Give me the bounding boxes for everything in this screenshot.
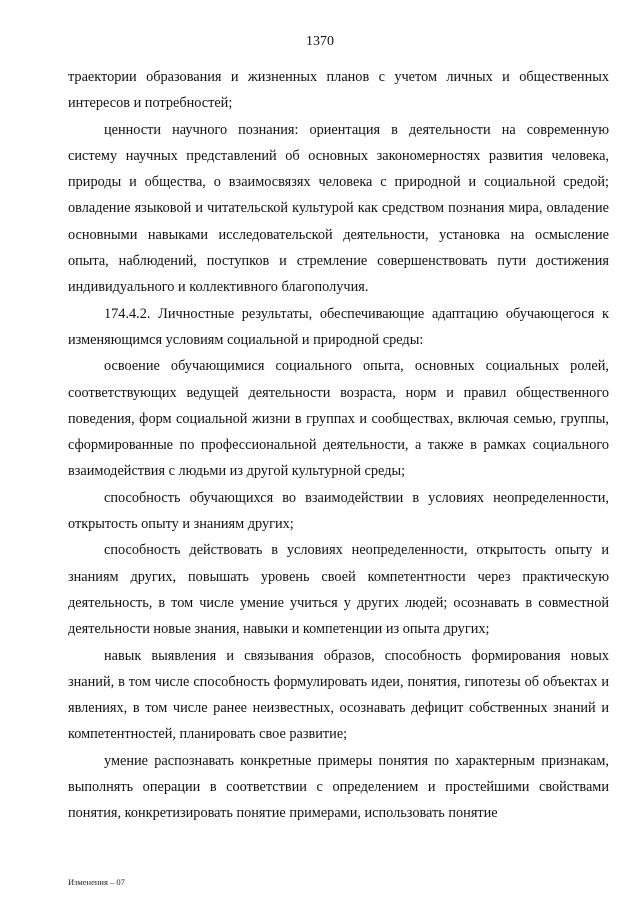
footer-revision-note: Изменения – 07 [68,877,125,887]
document-body [68,64,609,827]
paragraph: навык выявления и связывания образов, способность формирования новых знаний, в том числе способность формулировать идеи, понятия, гипотезы об объектах и явлениях, в том числе ранее неизвестных, осознавать дефицит собственных знаний и компетентностей, планировать свое развитие; [68,647,609,743]
paragraph: 174.4.2. Личностные результаты, обеспечивающие адаптацию обучающегося к изменяющимся условиям социальной и природной среды: [68,305,609,348]
paragraph: освоение обучающимися социального опыта, основных социальных ролей, соответствующих ведущей деятельности возраста, норм и правил общественного поведения, форм социальной жизни в группах и сообществах, включая семью, группы, сформированные по профессиональной деятельности, а также в рамках социального взаимодействия с людьми из другой культурной среды; [68,358,609,480]
paragraph: умение распознавать конкретные примеры понятия по характерным признакам, выполнять операции в соответствии с определением и простейшими свойствами понятия, конкретизировать понятие примерами, использовать понятие [68,752,609,822]
paragraph: способность обучающихся во взаимодействии в условиях неопределенности, открытость опыту и знаниям других; [68,489,609,533]
paragraph: способность действовать в условиях неопределенности, открытость опыту и знаниям других, повышать уровень своей компетентности через практическую деятельность, в том числе умение учиться у других людей; осознавать в совместной деятельности новые знания, навыки и компетенции из опыта других; [68,542,609,638]
paragraph: траектории образования и жизненных планов с учетом личных и общественных интересов и потребностей; [68,69,609,112]
paragraph: ценности научного познания: ориентация в деятельности на современную систему научных представлений об основных закономерностях развития человека, природы и общества, о взаимосвязях человека с природной и социальной средой; овладение языковой и читательской культурой как средством познания мира, овладение основными навыками исследовательской деятельности, установка на осмысление опыта, наблюдений, поступков и стремление совершенствовать пути достижения индивидуального и коллективного благополучия. [68,121,609,296]
page-number: 1370 [306,34,334,49]
